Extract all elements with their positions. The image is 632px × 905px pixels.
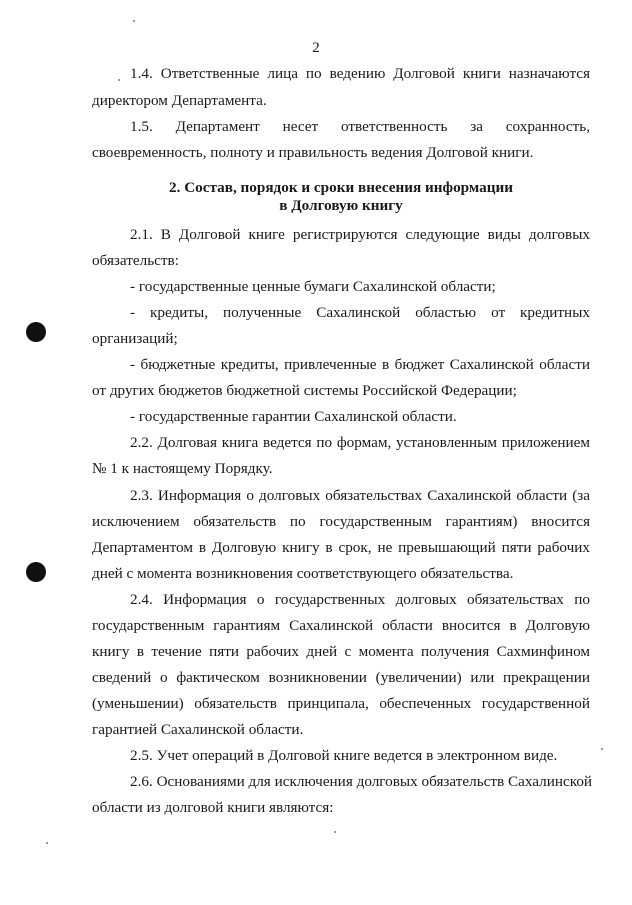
punch-hole-lower <box>26 562 46 582</box>
paragraph-2-2-line-1: 2.2. Долговая книга ведется по формам, установленным приложением <box>130 434 590 451</box>
paragraph-2-4-line-5: (уменьшении) обязательств принципала, обеспеченных государственной <box>92 695 590 712</box>
section-heading-line-2: в Долговую книгу <box>279 197 403 214</box>
paragraph-2-3-line-1: 2.3. Информация о долговых обязательствах Сахалинской области (за <box>130 487 590 504</box>
paragraph-2-4-line-3: книгу в течение пяти рабочих дней с момента получения Сахминфином <box>92 643 590 660</box>
paragraph-1-4-line-2: директором Департамента. <box>92 92 267 109</box>
paragraph-1-5-line-1: 1.5. Департамент несет ответственность за сохранность, <box>130 118 590 135</box>
paragraph-2-2-line-2: № 1 к настоящему Порядку. <box>92 460 273 477</box>
paragraph-2-1-line-1: 2.1. В Долговой книге регистрируются следующие виды долговых <box>130 226 590 243</box>
paragraph-1-4-line-1: 1.4. Ответственные лица по ведению Долговой книги назначаются <box>130 65 590 82</box>
scan-speck <box>334 831 336 833</box>
scan-speck <box>601 748 603 750</box>
paragraph-2-4-line-2: государственным гарантиям Сахалинской области вносится в Долговую <box>92 617 590 634</box>
paragraph-2-4-line-4: сведений о фактическом возникновении (увеличении) или прекращении <box>92 669 590 686</box>
scan-speck <box>46 842 48 844</box>
paragraph-1-5-line-2: своевременность, полноту и правильность ведения Долговой книги. <box>92 144 534 161</box>
list-item-guarantees: - государственные гарантии Сахалинской области. <box>130 408 457 425</box>
paragraph-2-3-line-2: исключением обязательств по государственным гарантиям) вносится <box>92 513 590 530</box>
section-heading-line-1: 2. Состав, порядок и сроки внесения информации <box>169 179 513 196</box>
paragraph-2-4-line-6: гарантией Сахалинской области. <box>92 721 304 738</box>
paragraph-2-1-line-2: обязательств: <box>92 252 179 269</box>
paragraph-2-3-line-3: Департаментом в Долговую книгу в срок, не превышающий пяти рабочих <box>92 539 590 556</box>
paragraph-2-5: 2.5. Учет операций в Долговой книге ведется в электронном виде. <box>130 747 558 764</box>
list-item-credits-line-1: - кредиты, полученные Сахалинской областью от кредитных <box>130 304 590 321</box>
paragraph-2-4-line-1: 2.4. Информация о государственных долговых обязательствах по <box>130 591 590 608</box>
paragraph-2-3-line-4: дней с момента возникновения соответствующего обязательства. <box>92 565 514 582</box>
list-item-budget-credits-line-1: - бюджетные кредиты, привлеченные в бюджет Сахалинской области <box>130 356 590 373</box>
page-number: 2 <box>312 40 320 56</box>
list-item-credits-line-2: организаций; <box>92 330 178 347</box>
paragraph-2-6-line-2: области из долговой книги являются: <box>92 799 334 816</box>
paragraph-2-6-line-1: 2.6. Основаниями для исключения долговых обязательств Сахалинской <box>130 773 593 790</box>
scan-speck <box>118 79 120 81</box>
punch-hole-upper <box>26 322 46 342</box>
list-item-budget-credits-line-2: от других бюджетов бюджетной системы Российской Федерации; <box>92 382 517 399</box>
list-item-securities: - государственные ценные бумаги Сахалинской области; <box>130 278 496 295</box>
scan-speck <box>133 20 135 22</box>
